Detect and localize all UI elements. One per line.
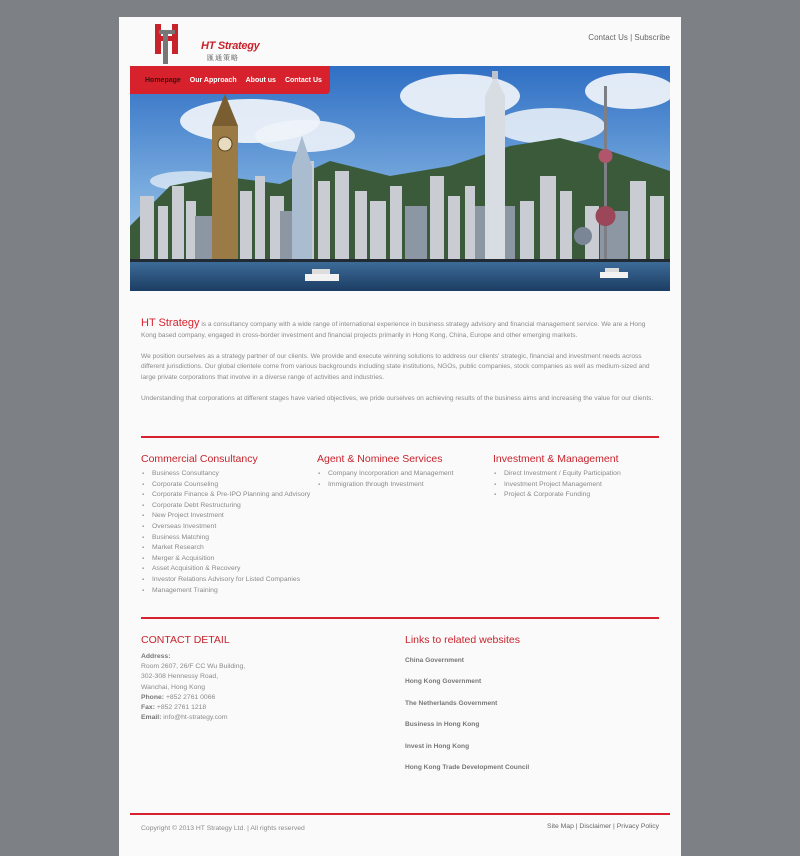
contact-detail bbox=[141, 634, 341, 723]
list-item: ▪ Company Incorporation and Management bbox=[328, 469, 487, 480]
service-title: Agent & Nominee Services bbox=[317, 453, 443, 465]
list-item: ▪ Business Consultancy bbox=[152, 469, 311, 480]
list-item: ▪ Direct Investment / Equity Participation bbox=[504, 469, 663, 480]
list-item: ▪ Merger & Acquisition bbox=[152, 554, 311, 565]
service-list bbox=[141, 469, 311, 596]
top-links bbox=[588, 33, 670, 42]
service-list bbox=[317, 469, 487, 490]
link-china-government[interactable]: China Government bbox=[405, 657, 464, 664]
disclaimer-link[interactable]: Disclaimer bbox=[579, 823, 612, 830]
list-item: ▪ Corporate Debt Restructuring bbox=[152, 501, 311, 512]
list-item: ▪ Asset Acquisition & Recovery bbox=[152, 564, 311, 575]
intro-section bbox=[141, 318, 659, 415]
links-title: Links to related websites bbox=[405, 634, 520, 646]
service-title: Investment & Management bbox=[493, 453, 619, 465]
list-item: ▪ Overseas Investment bbox=[152, 522, 311, 533]
list-item: ▪ Corporate Finance & Pre-IPO Planning and Advisory bbox=[152, 490, 311, 501]
link-business-in-hong-kong[interactable]: Business in Hong Kong bbox=[405, 721, 480, 729]
link-separator: | bbox=[575, 823, 578, 830]
copyright-text: Copyright © 2013 HT Strategy Ltd. | All rights reserved bbox=[141, 825, 305, 832]
intro-paragraph-3: Understanding that corporations at different stages have varied objectives, we pride ourselves on achieving results of the business aims and increasing the value for our clients. bbox=[141, 394, 654, 402]
service-title: Commercial Consultancy bbox=[141, 453, 258, 465]
address-line: Room 2607, 26/F CC Wu Building, bbox=[141, 663, 246, 671]
contact-title: CONTACT DETAIL bbox=[141, 634, 230, 646]
list-item: ▪ Business Matching bbox=[152, 533, 311, 544]
nav-our-approach[interactable]: Our Approach bbox=[189, 76, 237, 84]
list-item: ▪ Investment Project Management bbox=[504, 480, 663, 491]
link-invest-in-hong-kong[interactable]: Invest in Hong Kong bbox=[405, 742, 470, 750]
logo[interactable] bbox=[141, 21, 260, 65]
service-commercial-consultancy bbox=[141, 453, 311, 596]
footer-links bbox=[547, 823, 659, 830]
fax-label: Fax: bbox=[141, 704, 155, 712]
intro-paragraph-2: We position ourselves as a strategy partner of our clients. We provide and execute winning solutions to address our clients' strategic, financial and investment needs across different jurisdictions. Our global clientele come from various backgrounds including state institutions, NGOs, public companies, stock companies as well as medium-sized and large private corporations that involve in a diverse range of activities and industries. bbox=[141, 352, 650, 381]
nav-contact-us[interactable]: Contact Us bbox=[284, 76, 322, 84]
list-item: ▪ Market Research bbox=[152, 543, 311, 554]
link-hong-kong-government[interactable]: Hong Kong Government bbox=[405, 678, 482, 686]
phone-label: Phone: bbox=[141, 693, 165, 701]
related-links bbox=[405, 634, 665, 784]
logo-text: HT Strategy bbox=[201, 40, 260, 52]
link-separator: | bbox=[630, 33, 633, 42]
intro-text-1: is a consultancy company with a wide range of international experience in business strategy advisory and financial management service. We are a Hong Kong based company, engaged in cross-border investment and financial projects primarily in Hong Kong, China, Europe and other emerging markets. bbox=[141, 321, 646, 339]
list-item: ▪ Investor Relations Advisory for Listed Companies bbox=[152, 575, 311, 586]
logo-mark-icon bbox=[141, 21, 201, 65]
footer-divider bbox=[130, 813, 670, 815]
page-container bbox=[119, 17, 681, 856]
service-list bbox=[493, 469, 663, 501]
fax-value: +852 2761 1218 bbox=[156, 704, 207, 712]
contact-us-link[interactable]: Contact Us bbox=[588, 33, 628, 42]
phone-value: +852 2761 0066 bbox=[165, 693, 216, 701]
list-item: ▪ Corporate Counseling bbox=[152, 480, 311, 491]
list-item: ▪ Management Training bbox=[152, 586, 311, 597]
subscribe-link[interactable]: Subscribe bbox=[634, 33, 670, 42]
hero-banner-image bbox=[130, 66, 670, 291]
list-item: ▪ New Project Investment bbox=[152, 511, 311, 522]
sitemap-link[interactable]: Site Map bbox=[547, 823, 574, 830]
link-netherlands-government[interactable]: The Netherlands Government bbox=[405, 699, 498, 707]
list-item: ▪ Project & Corporate Funding bbox=[504, 490, 663, 501]
email-value[interactable]: info@ht-strategy.com bbox=[163, 714, 228, 722]
nav-homepage[interactable]: Homepage bbox=[145, 76, 181, 84]
address-line: 302-308 Hennessy Road, bbox=[141, 673, 219, 681]
divider bbox=[141, 617, 659, 619]
address-line: Wanchai, Hong Kong bbox=[141, 683, 205, 691]
main-nav bbox=[130, 66, 330, 94]
privacy-policy-link[interactable]: Privacy Policy bbox=[616, 823, 659, 830]
service-agent-nominee bbox=[317, 453, 487, 490]
nav-about-us[interactable]: About us bbox=[245, 76, 276, 84]
link-separator: | bbox=[613, 823, 615, 830]
intro-paragraph-1 bbox=[141, 318, 659, 341]
email-label: Email: bbox=[141, 714, 162, 722]
list-item: ▪ Immigration through Investment bbox=[328, 480, 487, 491]
address-label: Address: bbox=[141, 653, 171, 660]
link-hktdc[interactable]: Hong Kong Trade Development Council bbox=[405, 763, 530, 771]
divider bbox=[141, 436, 659, 438]
logo-subtext: 匯通策略 bbox=[207, 55, 239, 62]
service-investment-management bbox=[493, 453, 663, 501]
intro-brand: HT Strategy bbox=[141, 317, 200, 329]
